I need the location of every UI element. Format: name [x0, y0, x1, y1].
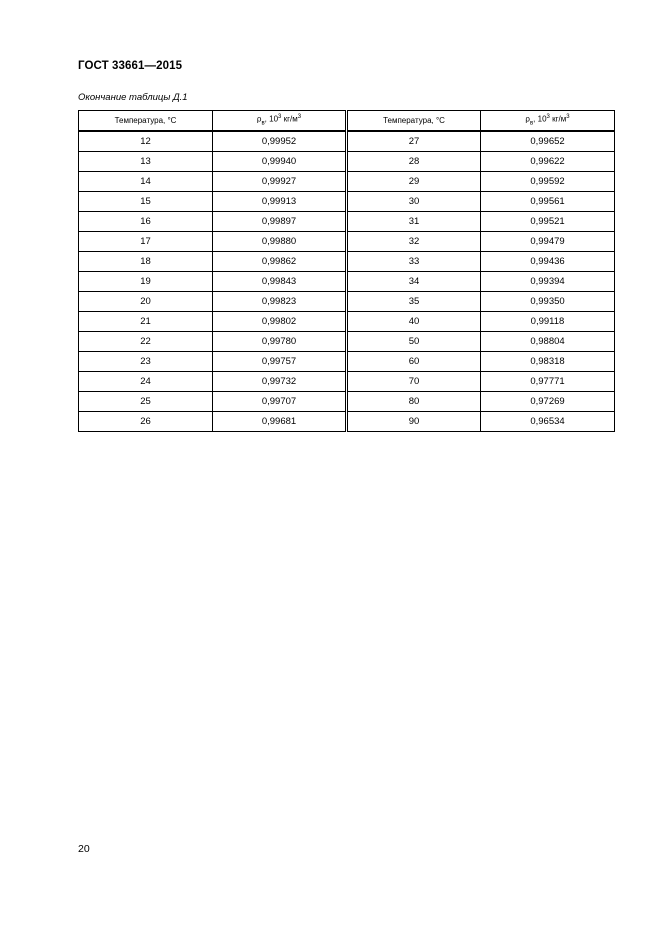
temperature-cell: 26	[79, 412, 213, 432]
table-row	[79, 152, 615, 172]
density-cell: 0,99862	[213, 252, 347, 272]
temperature-cell: 28	[347, 152, 481, 172]
density-unit-exponent-2: 3	[566, 114, 570, 121]
density-table	[78, 110, 615, 432]
density-unit-exponent-2: 3	[297, 114, 302, 121]
table-row	[79, 212, 615, 232]
temperature-cell: 70	[347, 372, 481, 392]
temperature-cell: 31	[347, 212, 481, 232]
table-header-row	[79, 111, 615, 132]
density-cell: 0,99622	[481, 152, 615, 172]
column-header-temperature-right: Температура, °С	[347, 111, 481, 132]
density-cell: 0,99952	[213, 131, 347, 152]
document-code: ГОСТ 33661—2015	[78, 60, 183, 72]
table-row	[79, 252, 615, 272]
density-subscript: в	[529, 120, 534, 127]
table-row	[79, 332, 615, 352]
density-symbol: ρ	[525, 115, 530, 125]
temperature-cell: 35	[347, 292, 481, 312]
temperature-cell: 12	[79, 131, 213, 152]
table-row	[79, 232, 615, 252]
table-row	[79, 131, 615, 152]
temperature-cell: 25	[79, 392, 213, 412]
temperature-cell: 19	[79, 272, 213, 292]
table-row	[79, 412, 615, 432]
density-cell: 0,99843	[213, 272, 347, 292]
temperature-cell: 32	[347, 232, 481, 252]
temperature-cell: 40	[347, 312, 481, 332]
column-header-density-left	[213, 111, 347, 132]
temperature-cell: 30	[347, 192, 481, 212]
density-unit: кг/м	[281, 115, 298, 125]
density-unit-prefix: , 10	[264, 115, 279, 125]
temperature-cell: 14	[79, 172, 213, 192]
table-row	[79, 392, 615, 412]
temperature-cell: 15	[79, 192, 213, 212]
table-row	[79, 372, 615, 392]
temperature-cell: 80	[347, 392, 481, 412]
density-cell: 0,99561	[481, 192, 615, 212]
temperature-cell: 50	[347, 332, 481, 352]
density-unit: кг/м	[549, 115, 567, 125]
density-cell: 0,99927	[213, 172, 347, 192]
density-cell: 0,97771	[481, 372, 615, 392]
density-cell: 0,99897	[213, 212, 347, 232]
table-body	[79, 131, 615, 432]
density-cell: 0,99479	[481, 232, 615, 252]
table-row	[79, 292, 615, 312]
temperature-cell: 23	[79, 352, 213, 372]
density-cell: 0,99394	[481, 272, 615, 292]
density-unit-exponent: 3	[546, 114, 550, 121]
density-cell: 0,99880	[213, 232, 347, 252]
density-cell: 0,96534	[481, 412, 615, 432]
density-cell: 0,98804	[481, 332, 615, 352]
density-cell: 0,99436	[481, 252, 615, 272]
temperature-cell: 21	[79, 312, 213, 332]
table-row	[79, 272, 615, 292]
density-subscript: в	[261, 120, 265, 127]
table-row	[79, 352, 615, 372]
page-number: 20	[78, 843, 90, 855]
density-cell: 0,99652	[481, 131, 615, 152]
temperature-cell: 27	[347, 131, 481, 152]
density-cell: 0,99521	[481, 212, 615, 232]
temperature-cell: 33	[347, 252, 481, 272]
density-cell: 0,99592	[481, 172, 615, 192]
density-cell: 0,99940	[213, 152, 347, 172]
temperature-cell: 60	[347, 352, 481, 372]
temperature-cell: 90	[347, 412, 481, 432]
density-cell: 0,99780	[213, 332, 347, 352]
temperature-cell: 17	[79, 232, 213, 252]
table-row	[79, 312, 615, 332]
table-caption: Окончание таблицы Д.1	[78, 92, 188, 103]
density-cell: 0,99681	[213, 412, 347, 432]
temperature-cell: 29	[347, 172, 481, 192]
density-unit-exponent: 3	[278, 114, 282, 121]
density-cell: 0,99350	[481, 292, 615, 312]
density-cell: 0,99707	[213, 392, 347, 412]
density-cell: 0,99118	[481, 312, 615, 332]
density-symbol: ρ	[256, 115, 262, 125]
density-cell: 0,99757	[213, 352, 347, 372]
table-row	[79, 172, 615, 192]
density-cell: 0,99823	[213, 292, 347, 312]
temperature-cell: 24	[79, 372, 213, 392]
column-header-density-right	[481, 111, 615, 132]
density-cell: 0,99802	[213, 312, 347, 332]
temperature-cell: 18	[79, 252, 213, 272]
temperature-cell: 22	[79, 332, 213, 352]
table-row	[79, 192, 615, 212]
density-cell: 0,99732	[213, 372, 347, 392]
density-cell: 0,98318	[481, 352, 615, 372]
column-header-temperature-left: Температура, °С	[79, 111, 213, 132]
density-cell: 0,99913	[213, 192, 347, 212]
density-cell: 0,97269	[481, 392, 615, 412]
temperature-cell: 34	[347, 272, 481, 292]
temperature-cell: 20	[79, 292, 213, 312]
temperature-cell: 13	[79, 152, 213, 172]
density-unit-prefix: , 10	[533, 115, 547, 125]
temperature-cell: 16	[79, 212, 213, 232]
